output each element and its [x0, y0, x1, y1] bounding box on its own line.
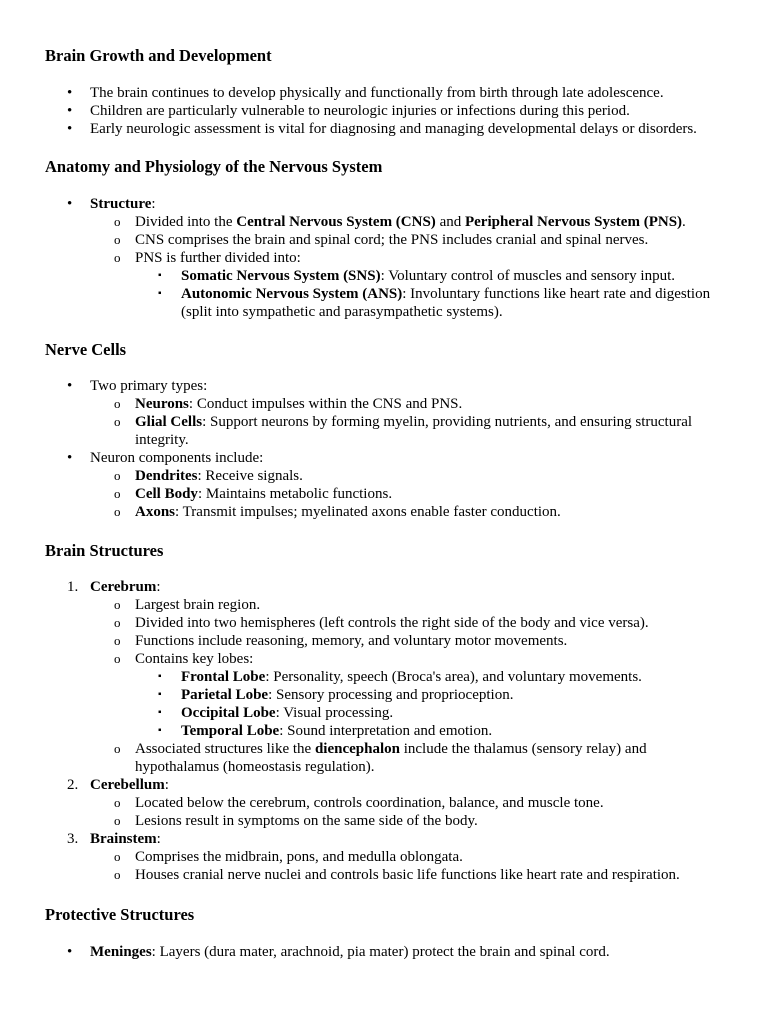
list-item: 3. Brainstem: — [67, 831, 161, 847]
list-item: o Axons: Transmit impulses; myelinated axons enable faster conduction. — [114, 504, 561, 520]
list-item: • Meninges: Layers (dura mater, arachnoid, pia mater) protect the brain and spinal cord. — [67, 944, 610, 960]
list-item: ▪ Temporal Lobe: Sound interpretation and emotion. — [158, 723, 493, 739]
list-item: • Children are particularly vulnerable to neurologic injuries or infections during this period. — [67, 103, 630, 119]
heading-nerve-cells: Nerve Cells — [45, 340, 127, 359]
list-item: ▪ Autonomic Nervous System (ANS): Involuntary functions like heart rate and digestion (split into sympathetic and parasympathetic systems). — [158, 286, 711, 320]
list-item: ▪ Occipital Lobe: Visual processing. — [158, 705, 394, 721]
list-item: o Comprises the midbrain, pons, and medulla oblongata. — [114, 849, 463, 865]
list-item: o Located below the cerebrum, controls coordination, balance, and muscle tone. — [114, 795, 604, 811]
list-item: • The brain continues to develop physically and functionally from birth through late adolescence. — [67, 85, 664, 101]
list-item: o Glial Cells: Support neurons by forming myelin, providing nutrients, and ensuring structural integrity. — [114, 414, 693, 448]
list-item: • Neuron components include: — [67, 450, 264, 466]
list-item: o Lesions result in symptoms on the same side of the body. — [114, 813, 478, 829]
list-item: o Contains key lobes: — [114, 651, 254, 667]
brain-structures-list — [0, 578, 768, 884]
heading-brain-structures: Brain Structures — [45, 541, 164, 560]
list-item: o Dendrites: Receive signals. — [114, 468, 303, 484]
list-item: • Structure: — [67, 196, 156, 212]
list-item: 1. Cerebrum: — [67, 579, 161, 595]
list-item: o Functions include reasoning, memory, and voluntary motor movements. — [114, 633, 568, 649]
list-item: o Neurons: Conduct impulses within the CNS and PNS. — [114, 396, 463, 412]
nerve-cells-list — [0, 377, 768, 521]
list-item: o Divided into two hemispheres (left controls the right side of the body and vice versa). — [114, 615, 649, 631]
protective-list — [0, 943, 768, 961]
list-item: 2. Cerebellum: — [67, 777, 169, 793]
list-item: • Two primary types: — [67, 378, 208, 394]
list-item: o Largest brain region. — [114, 597, 261, 613]
heading-anatomy: Anatomy and Physiology of the Nervous System — [45, 157, 383, 176]
list-item: o Cell Body: Maintains metabolic functions. — [114, 486, 393, 502]
list-item: ▪ Parietal Lobe: Sensory processing and proprioception. — [158, 687, 514, 703]
list-item: • Early neurologic assessment is vital for diagnosing and managing developmental delays or disorders. — [67, 121, 697, 137]
list-item: ▪ Frontal Lobe: Personality, speech (Broca's area), and voluntary movements. — [158, 669, 642, 685]
anatomy-list — [0, 195, 768, 321]
list-item: ▪ Somatic Nervous System (SNS): Voluntary control of muscles and sensory input. — [158, 268, 675, 284]
list-item: o Houses cranial nerve nuclei and controls basic life functions like heart rate and respiration. — [114, 867, 680, 883]
list-item: o PNS is further divided into: — [114, 250, 301, 266]
list-item: o CNS comprises the brain and spinal cord; the PNS includes cranial and spinal nerves. — [114, 232, 649, 248]
heading-brain-growth: Brain Growth and Development — [45, 46, 272, 65]
list-item: o Associated structures like the diencephalon include the thalamus (sensory relay) and hypothalamus (homeostasis regulation). — [114, 741, 647, 775]
heading-protective-structures: Protective Structures — [45, 905, 195, 924]
list-item: o Divided into the Central Nervous System (CNS) and Peripheral Nervous System (PNS). — [114, 214, 686, 230]
brain-growth-list — [0, 84, 768, 138]
